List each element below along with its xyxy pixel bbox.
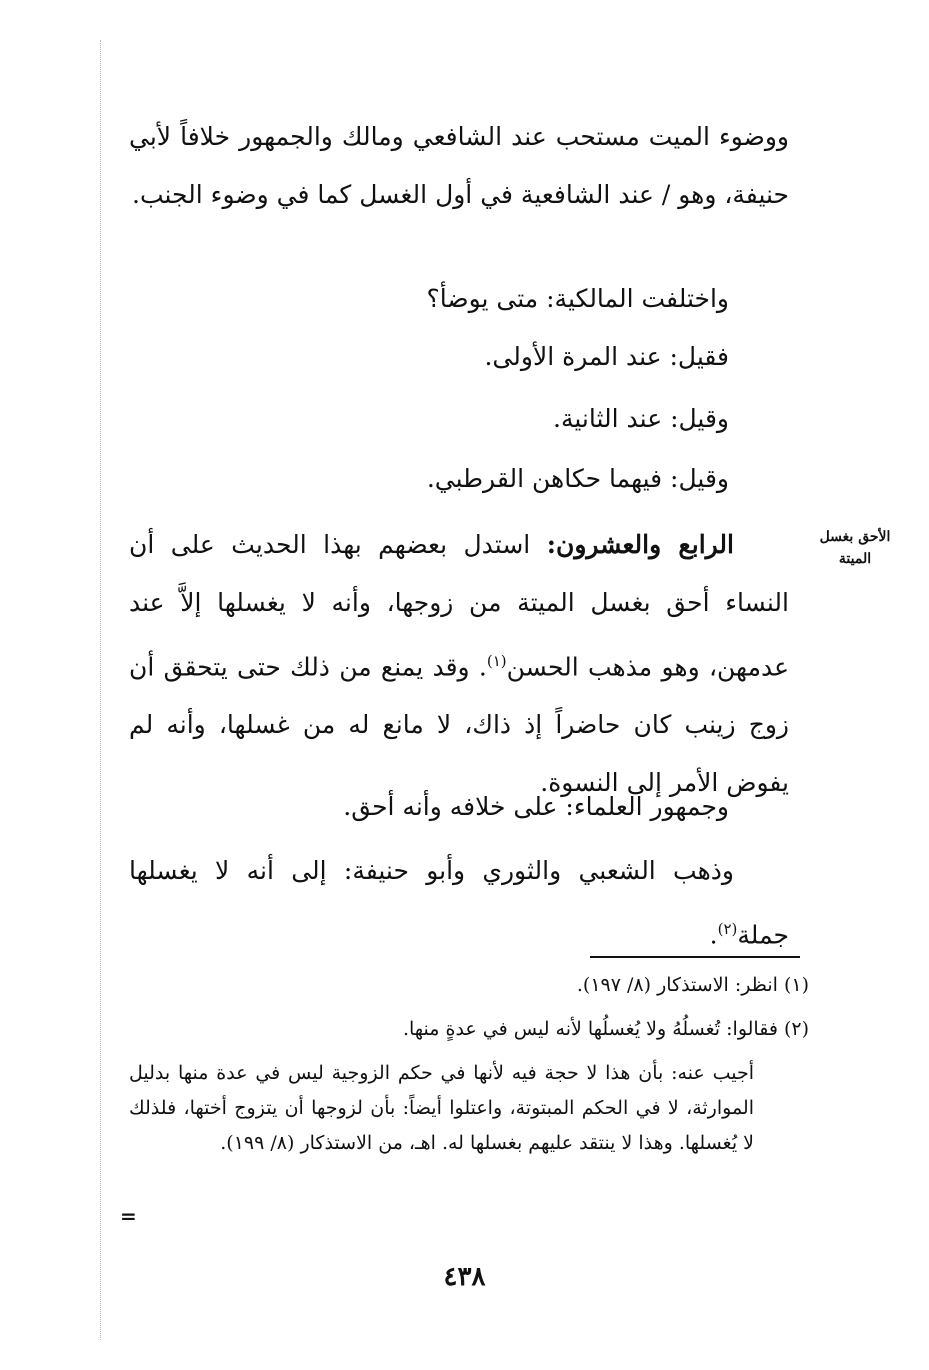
paragraph-tail: . وقد يمنع من ذلك حتى يتحقق أن زوج زينب كان حاضراً إذ ذاك، لا مانع له من غسلها، وأنه لم يفوض الأمر إلى النسوة. <box>129 652 789 798</box>
footnote-separator <box>590 956 800 958</box>
paragraph-majority: وجمهور العلماء: على خلافه وأنه أحق. <box>343 792 729 821</box>
paragraph-body: وذهب الشعبي والثوري وأبو حنيفة: إلى أنه لا يغسلها جملة <box>129 856 789 950</box>
margin-guide-line <box>100 40 101 1340</box>
page-number: ٤٣٨ <box>443 1262 486 1292</box>
footnote-1: (١) انظر: الاستذكار (٨/ ١٩٧). <box>576 974 809 996</box>
paragraph-shabi-opinion <box>129 842 789 964</box>
footnote-2-continued: أجيب عنه: بأن هذا لا حجة فيه لأنها في حكم الزوجية ليس في عدة منها بدليل الموارثة، لا في الحكم المبتوتة، واعتلوا أيضاً: بأن لزوجها أن يتزوج أختها، فلذلك لا يُغسلها. وهذا لا ينتقد عليهم بغسلها له. اهـ، من الاستذكار (٨/ ١٩٩). <box>129 1062 754 1154</box>
margin-note-heading: الأحق بغسل الميتة <box>819 529 891 567</box>
paragraph-second-opinion: وقيل: عند الثانية. <box>553 404 729 433</box>
paragraph-third-opinion: وقيل: فيهما حكاهن القرطبي. <box>426 464 729 493</box>
paragraph-end: . <box>709 920 718 950</box>
paragraph-malikiyya-question: واختلفت المالكية: متى يوضأ؟ <box>426 284 729 313</box>
paragraph-body: استدل بعضهم بهذا الحديث على أن النساء أحق بغسل الميتة من زوجها، وأنه لا يغسلها إلاَّ عند عدمهن، وهو مذهب الحسن <box>129 530 789 682</box>
footnote-2: (٢) فقالوا: تُغسلُهُ ولا يُغسلُها لأنه ليس في عدةٍ منها. <box>402 1018 809 1040</box>
paragraph-wudu: ووضوء الميت مستحب عند الشافعي ومالك والجمهور خلافاً لأبي حنيفة، وهو / عند الشافعية في أول الغسل كما في وضوء الجنب. <box>129 122 789 209</box>
paragraph-first-opinion: فقيل: عند المرة الأولى. <box>484 342 729 371</box>
footnote-ref-1[interactable]: (١) <box>486 652 507 670</box>
paragraph-twenty-fourth <box>129 516 789 812</box>
point-heading: الرابع والعشرون: <box>546 530 734 559</box>
footnote-ref-2[interactable]: (٢) <box>717 920 738 938</box>
continuation-mark: = <box>120 1204 137 1228</box>
